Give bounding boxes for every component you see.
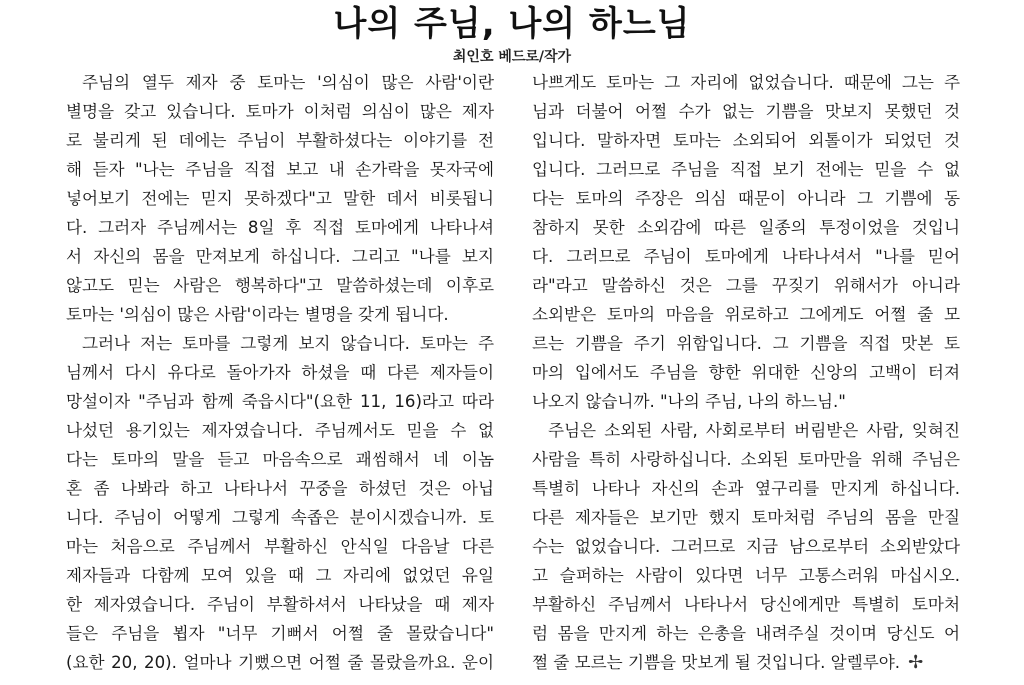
text-line: 서 자신의 몸을 만져보게 하십니다. 그리고 "나를 보지 xyxy=(66,247,494,266)
text-line: 나쁘게도 토마는 그 자리에 없었습니다. 때문에 그는 주 xyxy=(532,73,960,92)
text-line: 특별히 나타나 자신의 손과 옆구리를 만지게 하십니다. xyxy=(532,479,960,498)
text-line: 소외받은 토마의 마음을 위로하고 그에게도 어쩔 줄 모 xyxy=(532,305,960,324)
text-line: 해 듣자 "나는 주님을 직접 보고 내 손가락을 못자국에 xyxy=(66,160,494,179)
text-line: 그러나 저는 토마를 그렇게 보지 않습니다. 토마는 주 xyxy=(82,334,494,353)
cross-end-icon: ✢ xyxy=(908,652,924,673)
article-author: 최인호 베드로/작가 xyxy=(452,49,572,65)
text-line: 주님의 열두 제자 중 토마는 '의심이 많은 사람'이란 xyxy=(82,73,494,92)
text-line: 님과 더불어 어쩔 수가 없는 기쁨을 맛보지 못했던 것 xyxy=(532,102,960,121)
text-line: 다른 제자들은 보기만 했지 토마처럼 주님의 몸을 만질 xyxy=(532,508,960,527)
text-line: 주님은 소외된 사람, 사회로부터 버림받은 사람, 잊혀진 xyxy=(548,421,960,440)
text-line: (요한 20, 20). 얼마나 기뻤으면 어쩔 줄 몰랐을까요. 운이 xyxy=(66,653,494,672)
right-column xyxy=(532,68,960,677)
text-line: 다는 토마의 주장은 의심 때문이 아니라 그 기쁨에 동 xyxy=(532,189,960,208)
text-line: 다는 토마의 말을 듣고 마음속으로 괘씸해서 네 이놈 xyxy=(66,450,494,469)
text-line: 토마는 '의심이 많은 사람'이라는 별명을 갖게 됩니다. xyxy=(66,305,449,324)
text-line: 망설이자 "주님과 함께 죽읍시다"(요한 11, 16)라고 따라 xyxy=(66,392,494,411)
text-line: 별명을 갖고 있습니다. 토마가 이처럼 의심이 많은 제자 xyxy=(66,102,494,121)
text-line: 마의 입에서도 주님을 향한 위대한 신앙의 고백이 터져 xyxy=(532,363,960,382)
text-line: 럼 몸을 만지게 하는 은총을 내려주실 것이며 당신도 어 xyxy=(532,624,960,643)
text-line: 넣어보기 전에는 믿지 못하겠다"고 말한 데서 비롯됩니 xyxy=(66,189,494,208)
final-line xyxy=(532,648,960,677)
text-line: 부활하신 주님께서 나타나서 당신에게만 특별히 토마처 xyxy=(532,595,960,614)
text-line: 로 불리게 된 데에는 주님이 부활하셨다는 이야기를 전 xyxy=(66,131,494,150)
text-line: 르는 기쁨을 주기 위함입니다. 그 기쁨을 직접 맛본 토 xyxy=(532,334,960,353)
text-line: 않고도 믿는 사람은 행복하다"고 말씀하셨는데 이후로 xyxy=(66,276,494,295)
text-line: 입니다. 그러므로 주님을 직접 보기 전에는 믿을 수 없 xyxy=(532,160,960,179)
article-title: 나의 주님, 나의 하느님 xyxy=(333,4,691,44)
text-line: 나섰던 용기있는 제자였습니다. 주님께서도 믿을 수 없 xyxy=(66,421,494,440)
text-line: 입니다. 말하자면 토마는 소외되어 외톨이가 되었던 것 xyxy=(532,131,960,150)
text-line: 사람을 특히 사랑하십니다. 소외된 토마만을 위해 주님은 xyxy=(532,450,960,469)
text-line: 마는 처음으로 주님께서 부활하신 안식일 다음날 다른 xyxy=(66,537,494,556)
text-line: 제자들과 다함께 모여 있을 때 그 자리에 없었던 유일 xyxy=(66,566,494,585)
left-column xyxy=(66,68,494,677)
text-line: 라"라고 말씀하신 것은 그를 꾸짖기 위해서가 아니라 xyxy=(532,276,960,295)
text-line: 나오지 않습니까. "나의 주님, 나의 하느님." xyxy=(532,392,846,411)
text-line: 들은 주님을 뵙자 "너무 기뻐서 어쩔 줄 몰랐습니다" xyxy=(66,624,494,643)
text-line: 고 슬퍼하는 사람이 있다면 너무 고통스러워 마십시오. xyxy=(532,566,960,585)
text-line: 참하지 못한 소외감에 따른 일종의 투정이었을 것입니 xyxy=(532,218,960,237)
text-line: 한 제자였습니다. 주님이 부활하셔서 나타났을 때 제자 xyxy=(66,595,494,614)
text-line: 수는 없었습니다. 그러므로 지금 남으로부터 소외받았다 xyxy=(532,537,960,556)
text-line: 혼 좀 나봐라 하고 나타나서 꾸중을 하셨던 것은 아닙 xyxy=(66,479,494,498)
text-line: 님께서 다시 유다로 돌아가자 하셨을 때 다른 제자들이 xyxy=(66,363,494,382)
text-line: 니다. 주님이 어떻게 그렇게 속좁은 분이시겠습니까. 토 xyxy=(66,508,494,527)
text-line: 다. 그러므로 주님이 토마에게 나타나셔서 "나를 믿어 xyxy=(532,247,960,266)
text-line: 쩔 줄 모르는 기쁨을 맛보게 될 것입니다. 알렐루야. xyxy=(532,653,901,672)
text-line: 다. 그러자 주님께서는 8일 후 직접 토마에게 나타나셔 xyxy=(66,218,494,237)
